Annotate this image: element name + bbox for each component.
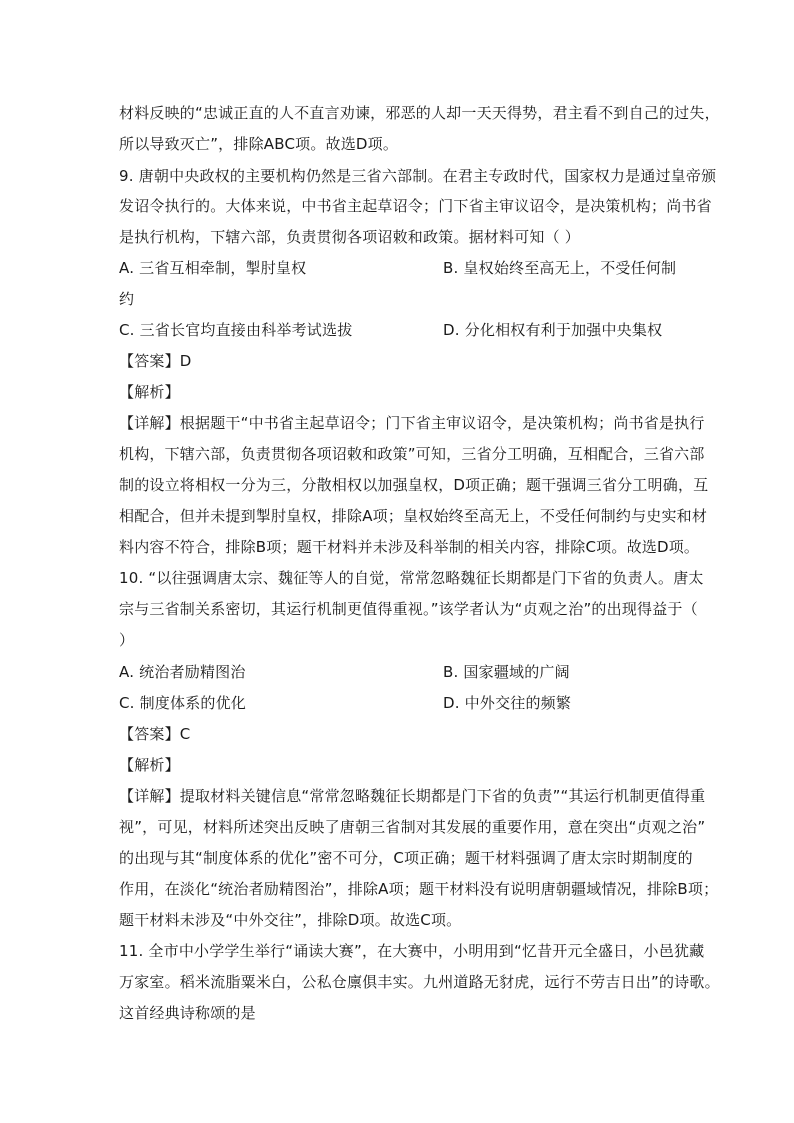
q10-stem-line-2: 宗与三省制关系密切，其运行机制更值得重视。”该学者认为“贞观之治”的出现得益于（ (119, 600, 698, 618)
q9-stem-line-1: 9. 唐朝中央政权的主要机构仍然是三省六部制。在君主专政时代，国家权力是通过皇帝颁 (119, 167, 717, 185)
q10-analysis-heading: 【解析】 (119, 756, 180, 774)
q10-option-b: B. 国家疆域的广阔 (443, 663, 570, 681)
q9-analysis-heading: 【解析】 (119, 383, 180, 401)
q9-stem-line-2: 发诏令执行的。大体来说，中书省主起草诏令；门下省主审议诏令，是决策机构；尚书省 (119, 197, 712, 215)
q9-option-c: C. 三省长官均直接由科举考试选拔 (119, 321, 353, 339)
q9-option-d: D. 分化相权有利于加强中央集权 (443, 321, 663, 339)
q9-detail-line-5: 料内容不符合，排除B项；题干材料并未涉及科举制的相关内容，排除C项。故选D项。 (119, 538, 700, 556)
q10-detail-line-3: 的出现与其“制度体系的优化”密不可分，C项正确；题干材料强调了唐太宗时期制度的 (119, 849, 693, 867)
q9-option-b: B. 皇权始终至高无上，不受任何制 (443, 259, 677, 277)
q10-option-d: D. 中外交往的频繁 (443, 694, 572, 712)
q10-stem-line-1: 10. “以往强调唐太宗、魏征等人的自觉，常常忽略魏征长期都是门下省的负责人。唐太 (119, 569, 704, 587)
q11-stem-line-1: 11. 全市中小学学生举行“诵读大赛”，在大赛中，小明用到“忆昔开元全盛日，小邑犹藏 (119, 942, 705, 960)
q10-stem-line-3: ） (119, 631, 135, 649)
q10-option-a: A. 统治者励精图治 (119, 663, 246, 681)
q9-answer: 【答案】D (119, 352, 192, 370)
q9-stem-line-3: 是执行机构，下辖六部，负责贯彻各项诏敕和政策。据材料可知（ ） (119, 228, 580, 246)
q10-detail-line-5: 题干材料未涉及“中外交往”，排除D项。故选C项。 (119, 911, 462, 929)
q11-stem-line-3: 这首经典诗称颂的是 (119, 1004, 256, 1022)
q10-answer: 【答案】C (119, 725, 191, 743)
q10-detail-line-4: 作用，在淡化“统治者励精图治”，排除A项；题干材料没有说明唐朝疆域情况，排除B项； (119, 880, 719, 898)
q10-detail-line-1: 【详解】提取材料关键信息“常常忽略魏征长期都是门下省的负责”“其运行机制更值得重 (119, 787, 706, 805)
q9-option-b-wrap: 约 (119, 290, 135, 308)
q9-option-a: A. 三省互相牵制，掣肘皇权 (119, 259, 307, 277)
q10-detail-line-2: 视”，可见，材料所述突出反映了唐朝三省制对其发展的重要作用，意在突出“贞观之治” (119, 818, 706, 836)
prev-analysis-line-2: 所以导致灭亡”，排除ABC项。故选D项。 (119, 135, 399, 153)
q9-detail-line-2: 机构，下辖六部，负责贯彻各项诏敕和政策”可知，三省分工明确，互相配合，三省六部 (119, 445, 705, 463)
prev-analysis-line-1: 材料反映的“忠诚正直的人不直言劝谏，邪恶的人却一天天得势，君主看不到自己的过失， (119, 104, 720, 122)
q9-detail-line-4: 相配合，但并未提到掣肘皇权，排除A项；皇权始终至高无上，不受任何制约与史实和材 (119, 507, 708, 525)
q11-stem-line-2: 万家室。稻米流脂粟米白，公私仓廪俱丰实。九州道路无豺虎，远行不劳吉日出”的诗歌。 (119, 973, 720, 991)
q10-option-c: C. 制度体系的优化 (119, 694, 247, 712)
q9-detail-line-1: 【详解】根据题干“中书省主起草诏令；门下省主审议诏令，是决策机构；尚书省是执行 (119, 414, 705, 432)
q9-detail-line-3: 制的设立将相权一分为三，分散相权以加强皇权，D项正确；题干强调三省分工明确，互 (119, 476, 709, 494)
